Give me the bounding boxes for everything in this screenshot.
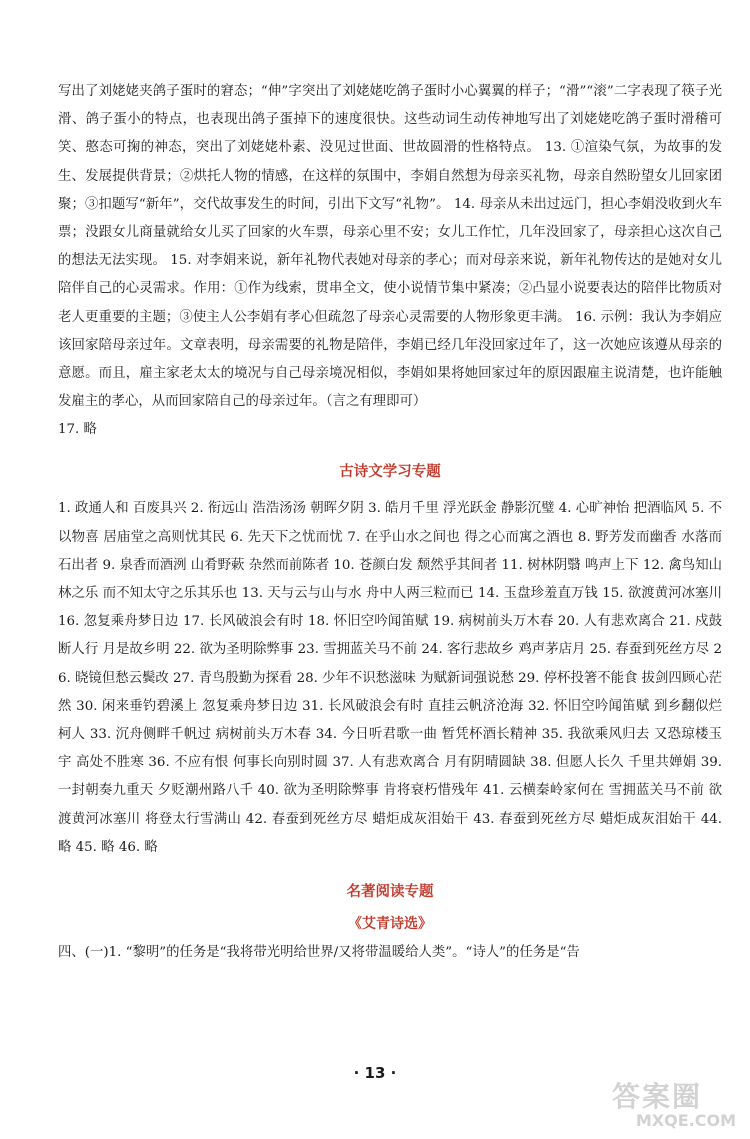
- page-content: [58, 78, 722, 967]
- answer-paragraph-12-16: 写出了刘姥姥夹鸽子蛋时的窘态；“伸”字突出了刘姥姥吃鸽子蛋时小心翼翼的样子；“滑”“滚”二字表现了筷子光滑、鸽子蛋小的特点，也表现出鸽子蛋掉下的速度很快。这些动词生动传神地写出了刘姥姥吃鸽子蛋时滑稽可笑、憨态可掬的神态，突出了刘姥姥朴素、没见过世面、世故圆滑的性格特点。 13. ①渲染气氛，为故事的发生、发展提供背景；②烘托人物的情感，在这样的氛围中，李娟自然想为母亲买礼物，母亲自然盼望女儿回家团聚；③扣题写“新年”，交代故事发生的时间，引出下文写“礼物”。 14. 母亲从未出过远门，担心李娟没收到火车票；没跟女儿商量就给女儿买了回家的火车票，母亲心里不安；女儿工作忙，几年没回家了，母亲担心这次自己的想法无法实现。 15. 对李娟来说，新年礼物代表她对母亲的孝心；而对母亲来说，新年礼物传达的是她对女儿陪伴自己的心灵需求。作用：①作为线索，贯串全文，使小说情节集中紧凑；②凸显小说要表达的陪伴比物质对老人更重要的主题；③使主人公李娟有孝心但疏忽了母亲心灵需要的人物形象更丰满。 16. 示例：我认为李娟应该回家陪母亲过年。文章表明，母亲需要的礼物是陪伴，李娟已经几年没回家过年了，这一次她应该遵从母亲的意愿。而且，雇主家老太太的境况与自己母亲境况相似，李娟如果将她回家过年的原因跟雇主说清楚，也许能触发雇主的孝心，从而回家陪自己的母亲过年。（言之有理即可）: [58, 84, 722, 410]
- classics-answer: 四、(一)1. “黎明”的任务是“我将带光明给世界/又将带温暖给人类”。“诗人”的任务是“告: [58, 945, 580, 961]
- watermark-url: MXQE.COM: [635, 1111, 736, 1130]
- answer-17: 17. 略: [58, 422, 97, 438]
- watermark-text: 答案圈: [612, 1080, 703, 1113]
- page-number: · 13 ·: [353, 1064, 397, 1082]
- poetry-answers: 1. 政通人和 百废具兴 2. 衔远山 浩浩汤汤 朝晖夕阴 3. 皓月千里 浮光跃金 静影沉璧 4. 心旷神怡 把酒临风 5. 不以物喜 居庙堂之高则忧其民 6. 先天下之忧而忧 7. 在乎山水之间也 得之心而寓之酒也 8. 野芳发而幽香 水落而石出者 9. 泉香而酒洌 山肴野蔌 杂然而前陈者 10. 苍颜白发 颓然乎其间者 11. 树林阴翳 鸣声上下 12. 禽鸟知山林之乐 而不知太守之乐其乐也 13. 天与云与山与水 舟中人两三粒而已 14. 玉盘珍羞直万钱 15. 欲渡黄河冰塞川 16. 忽复乘舟梦日边 17. 长风破浪会有时 18. 怀旧空吟闻笛赋 19. 病树前头万木春 20. 人有悲欢离合 21. 戍鼓断人行 月是故乡明 22. 欲为圣明除弊事 23. 雪拥蓝关马不前 24. 客行悲故乡 鸡声茅店月 25. 春蚕到死丝方尽 26. 晓镜但愁云鬓改 27. 青鸟殷勤为探看 28. 少年不识愁滋味 为赋新词强说愁 29. 停杯投箸不能食 拔剑四顾心茫然 30. 闲来垂钓碧溪上 忽复乘舟梦日边 31. 长风破浪会有时 直挂云帆济沧海 32. 怀旧空吟闻笛赋 到乡翻似烂柯人 33. 沉舟侧畔千帆过 病树前头万木春 34. 今日听君歌一曲 暂凭杯酒长精神 35. 我欲乘风归去 又恐琼楼玉宇 高处不胜寒 36. 不应有恨 何事长向别时圆 37. 人有悲欢离合 月有阴晴圆缺 38. 但愿人长久 千里共婵娟 39. 一封朝奏九重天 夕贬潮州路八千 40. 欲为圣明除弊事 肯将衰朽惜残年 41. 云横秦岭家何在 雪拥蓝关马不前 欲渡黄河冰塞川 将登太行雪满山 42. 春蚕到死丝方尽 蜡炬成灰泪始干 43. 春蚕到死丝方尽 蜡炬成灰泪始干 44. 略 45. 略 46. 略: [58, 501, 722, 855]
- section-title-classics: 名著阅读专题: [346, 884, 434, 901]
- watermark-logo: [612, 1082, 742, 1134]
- section-title-poetry: 古诗文学习专题: [339, 464, 441, 481]
- subsection-title-aiqing: 《艾青诗选》: [348, 916, 432, 933]
